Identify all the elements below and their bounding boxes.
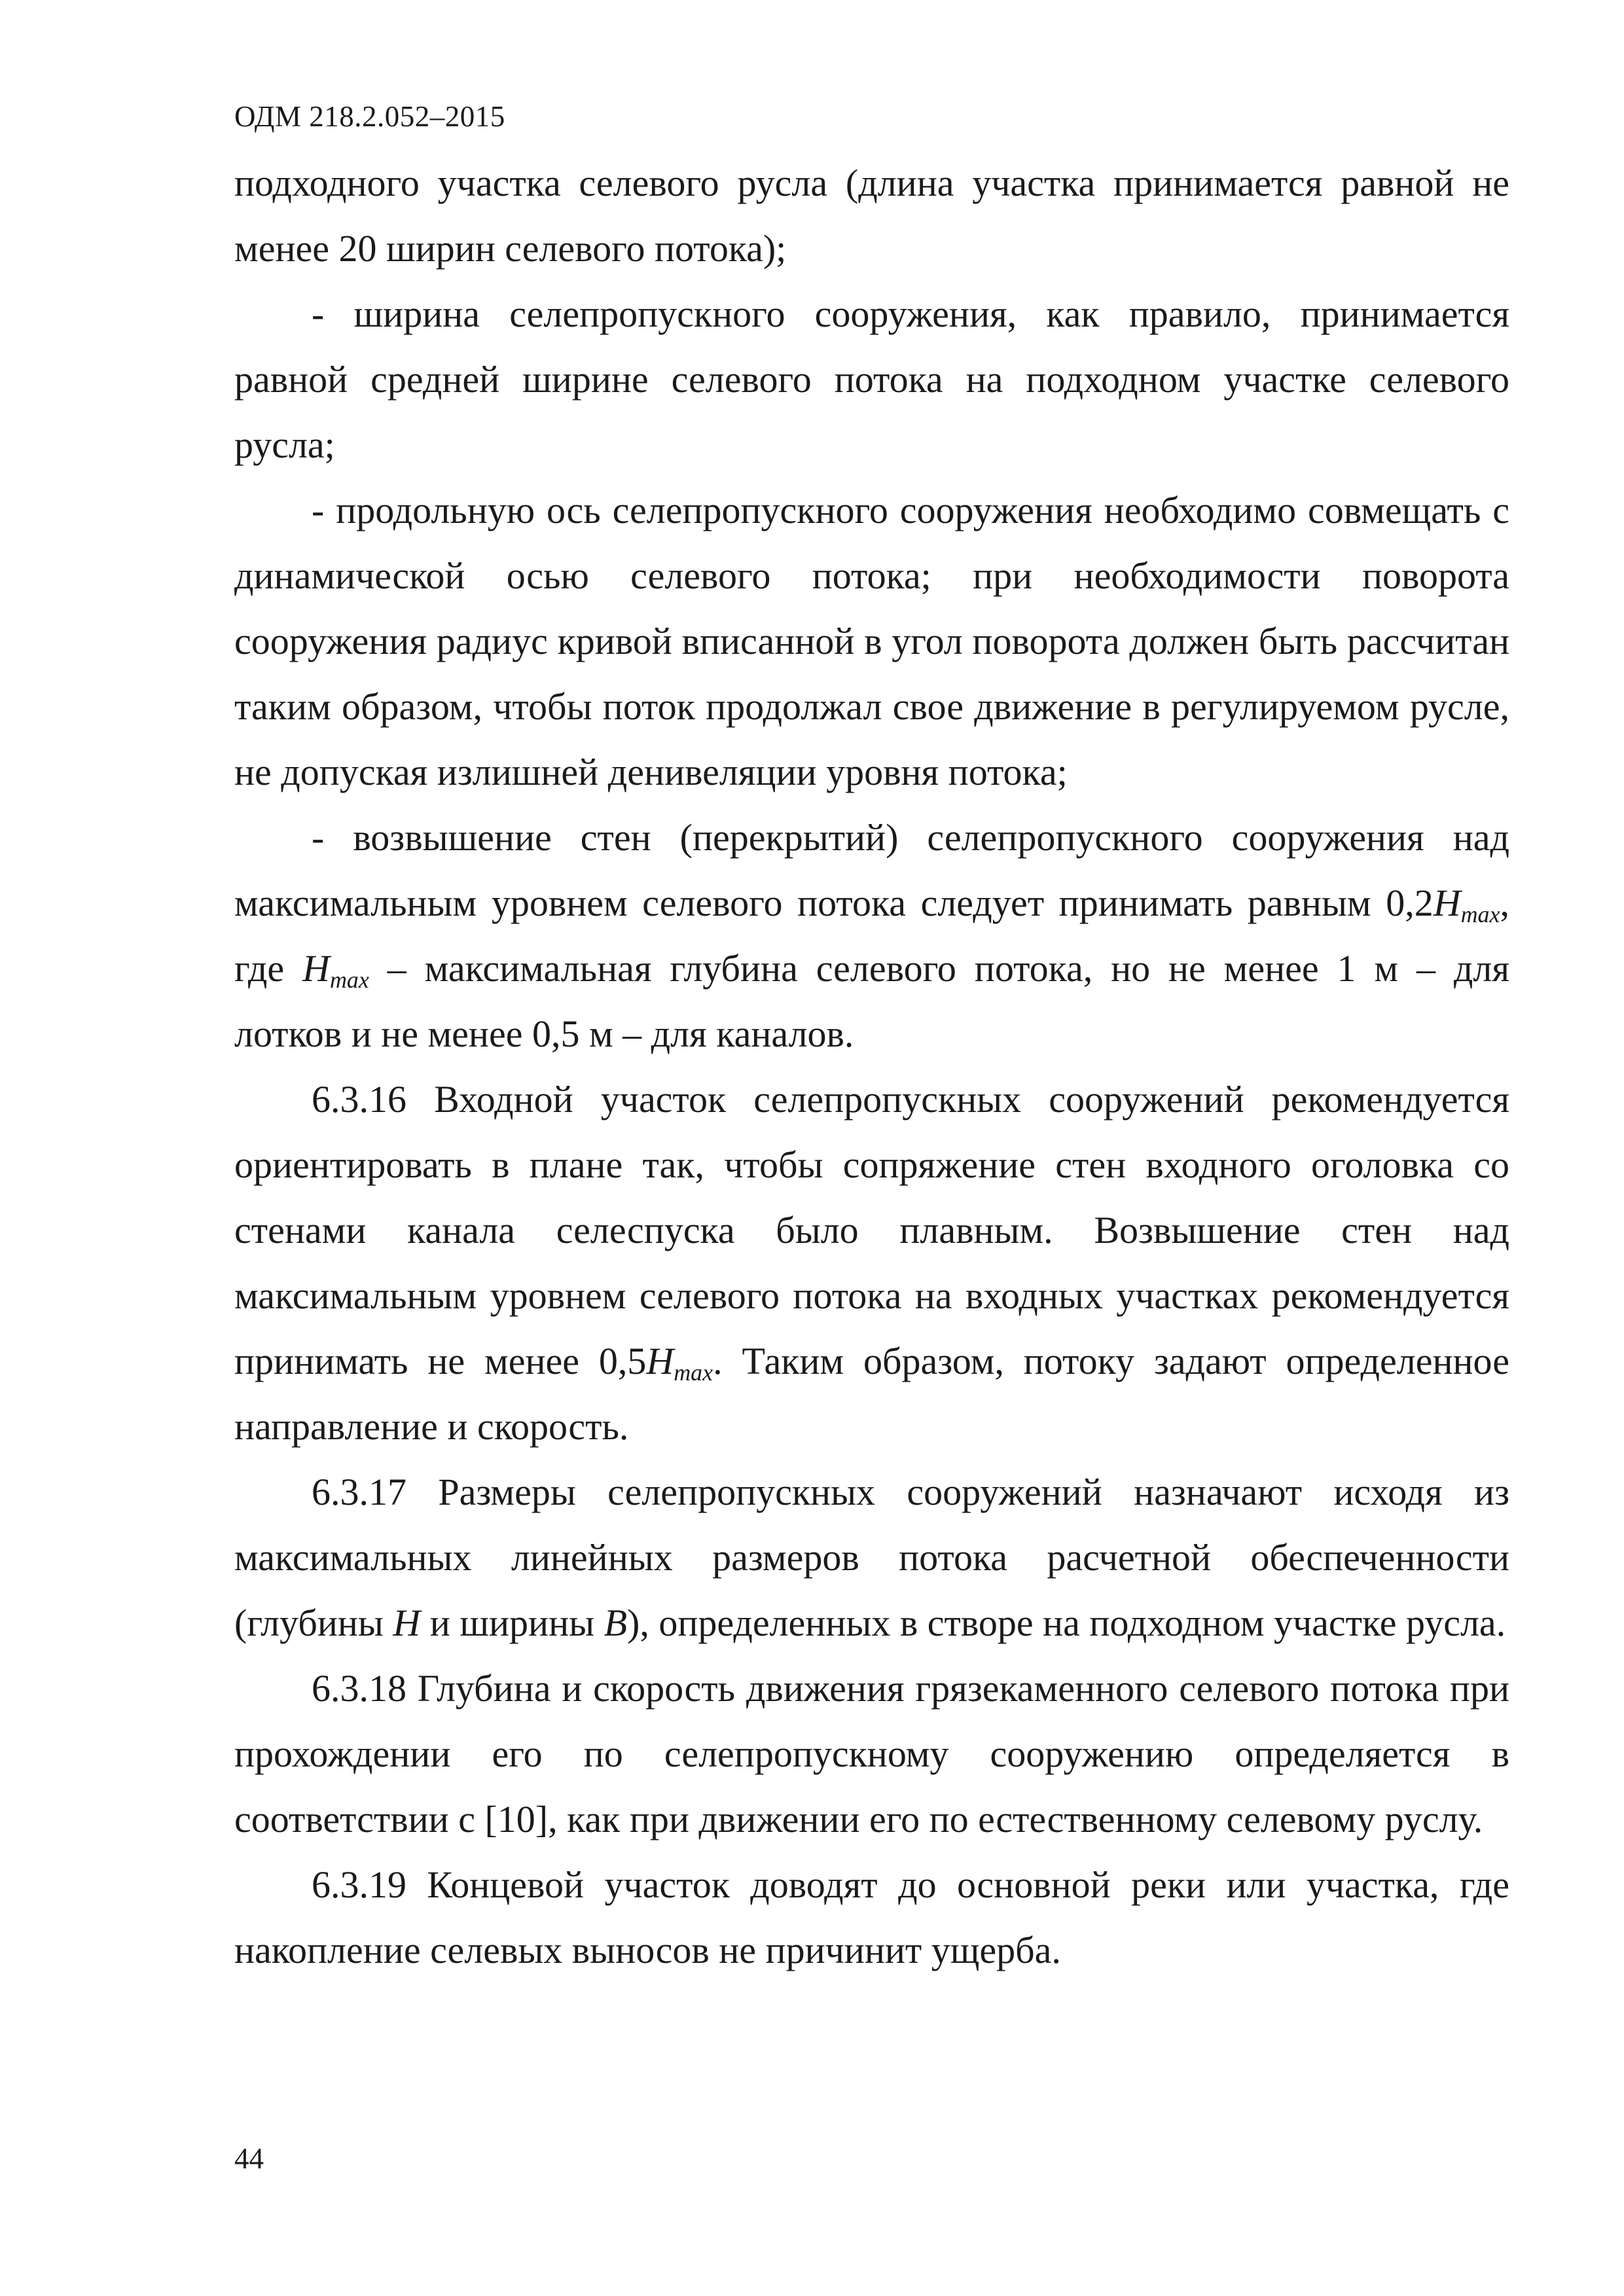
variable-h: H [646, 1340, 674, 1382]
paragraph-6-3-16 [234, 1067, 1509, 1460]
paragraph-6-3-17 [234, 1460, 1509, 1656]
text-segment: ), определенных в створе на подходном участке русла. [627, 1602, 1506, 1644]
page-body [234, 151, 1509, 1983]
text-segment: , где [234, 882, 1509, 990]
paragraph-continuation: подходного участка селевого русла (длина участка принимается равной не менее 20 ширин селевого потока); [234, 162, 1509, 270]
paragraph-channel-width: - ширина селепропускного сооружения, как правило, принимается равной средней ширине селевого потока на подходном участке селевого русла; [234, 293, 1509, 466]
text-segment: 6.3.17 Размеры селепропускных сооружений назначают исходя из максимальных линейных размеров потока расчетной обеспеченности (глубины [234, 1471, 1509, 1644]
document-code-header: ОДМ 218.2.052–2015 [234, 100, 505, 133]
text-segment: - возвышение стен (перекрытий) селепропускного сооружения над максимальным уровнем селевого потока следует принимать равным 0,2 [234, 816, 1509, 924]
page-number: 44 [234, 2142, 264, 2175]
paragraph-6-3-18: 6.3.18 Глубина и скорость движения грязекаменного селевого потока при прохождении его по селепропускному сооружению определяется в соответствии с [10], как при движении его по естественному селевому руслу. [234, 1667, 1509, 1840]
subscript-max: max [674, 1359, 713, 1386]
variable-b: B [604, 1602, 628, 1644]
variable-h: H [302, 947, 330, 990]
paragraph-wall-elevation [234, 805, 1509, 1067]
subscript-max: max [329, 967, 369, 994]
text-segment: . Таким образом, потоку задают определенное направление и скорость. [234, 1340, 1509, 1448]
text-segment: – максимальная глубина селевого потока, но не менее 1 м – для лотков и не менее 0,5 м – для каналов. [234, 947, 1510, 1055]
subscript-max: max [1460, 901, 1500, 928]
text-segment: 6.3.16 Входной участок селепропускных сооружений рекомендуется ориентировать в плане так, чтобы сопряжение стен входного оголовка со стенами канала селеспуска было плавным. Возвышение стен над максимальным уровнем селевого потока на входных участках рекомендуется принимать не менее 0,5 [234, 1078, 1509, 1382]
paragraph-6-3-19: 6.3.19 Концевой участок доводят до основной реки или участка, где накопление селевых выносов не причинит ущерба. [234, 1863, 1509, 1971]
variable-h: H [1433, 882, 1461, 924]
text-segment: и ширины [420, 1602, 604, 1644]
variable-h: H [393, 1602, 421, 1644]
paragraph-longitudinal-axis: - продольную ось селепропускного сооружения необходимо совмещать с динамической осью селевого потока; при необходимости поворота сооружения радиус кривой вписанной в угол поворота должен быть рассчитан таким образом, чтобы поток продолжал свое движение в регулируемом русле, не допуская излишней денивеляции уровня потока; [234, 489, 1509, 793]
